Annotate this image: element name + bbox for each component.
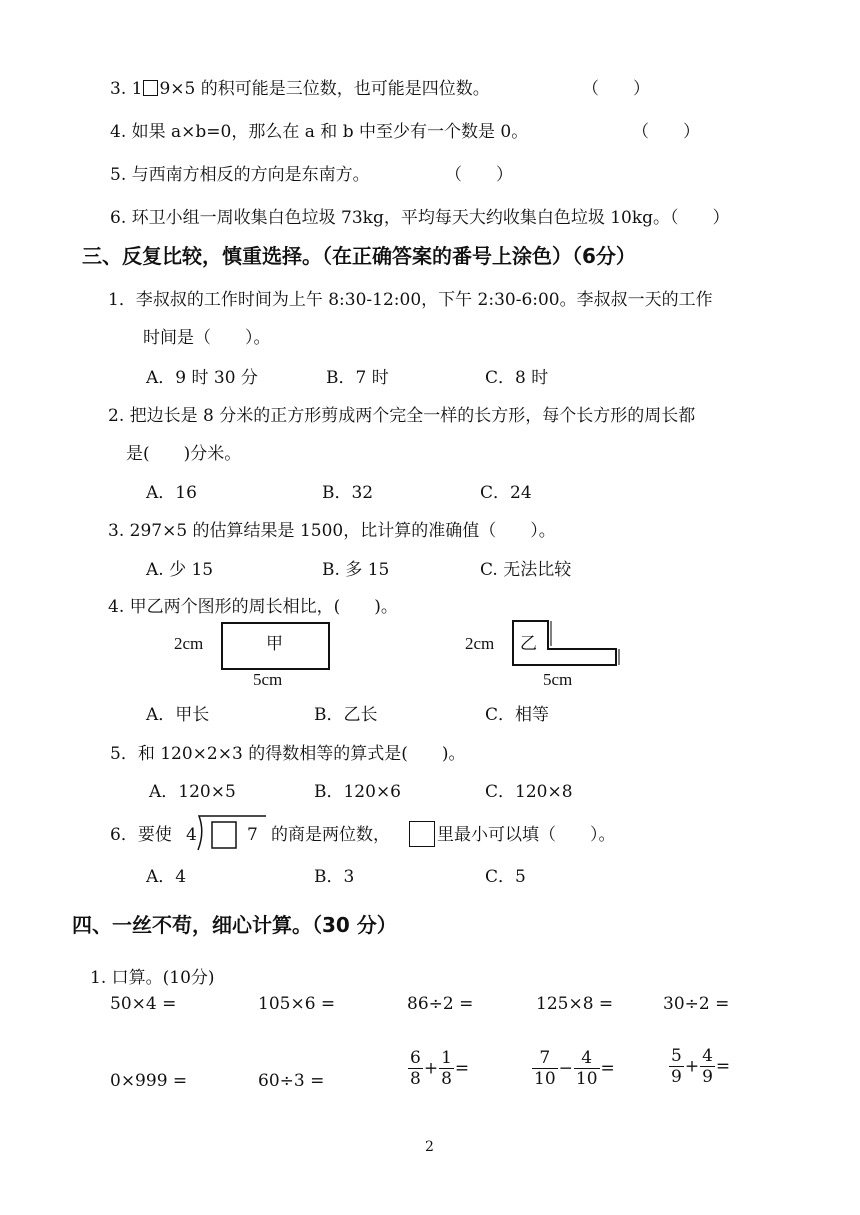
q1-option-a[interactable]: A．9 时 30 分 <box>146 368 258 388</box>
q4-option-a[interactable]: A．甲长 <box>146 705 210 725</box>
q2-line2: 是( )分米。 <box>126 444 242 464</box>
section-4-title: 四、一丝不苟，细心计算。（30 分） <box>72 913 397 937</box>
section-3-title: 三、反复比较，慎重选择。（在正确答案的番号上涂色）（6分） <box>82 244 636 268</box>
q4-option-c[interactable]: C．相等 <box>485 705 550 725</box>
q3-line1: 3. 297×5 的估算结果是 1500，比计算的准确值（ ）。 <box>108 521 556 541</box>
fraction: $\frac{4}{10}$ <box>575 1048 598 1089</box>
judge-item-3 <box>110 79 490 99</box>
q6-digit: 7 <box>247 825 258 845</box>
answer-paren: （ ） <box>582 79 650 99</box>
q6-option-b[interactable]: B．3 <box>314 867 355 887</box>
figure-b-height-label: 2cm <box>465 634 495 653</box>
fraction: $\frac{5}{9}$ <box>671 1046 682 1087</box>
fraction-expression: $\frac{5}{9}$ + $\frac{4}{9}$ = <box>671 1046 731 1087</box>
judge-item-5: 5. 与西南方相反的方向是东南方。 <box>110 165 370 185</box>
q5-option-c[interactable]: C．120×8 <box>485 782 573 802</box>
fraction: $\frac{7}{10}$ <box>534 1048 556 1089</box>
figure-a-height-label: 2cm <box>174 634 204 653</box>
figure-a-label: 甲 <box>266 634 283 654</box>
q5-line1: 5．和 120×2×3 的得数相等的算式是( )。 <box>110 744 466 764</box>
judge-item-6: 6. 环卫小组一周收集白色垃圾 73kg，平均每天大约收集白色垃圾 10kg。（ ） <box>110 208 730 228</box>
fraction-expression: $\frac{7}{10}$ − $\frac{4}{10}$ = <box>534 1048 615 1089</box>
calc-item: 105×6 = <box>258 994 336 1014</box>
q3-option-b[interactable]: B. 多 15 <box>322 560 390 580</box>
q6-post: 里最小可以填（ ）。 <box>437 825 616 845</box>
q2-option-c[interactable]: C．24 <box>480 483 532 503</box>
q2-line1: 2. 把边长是 8 分米的正方形剪成两个完全一样的长方形，每个长方形的周长都 <box>108 406 696 426</box>
calc-item: 125×8 = <box>536 994 614 1014</box>
fraction: $\frac{6}{8}$ <box>410 1048 421 1089</box>
calc-item: 30÷2 = <box>663 994 730 1014</box>
blank-box <box>143 80 158 96</box>
calc-item: 86÷2 = <box>407 994 474 1014</box>
q6-divisor: 4 <box>186 825 197 845</box>
q6-option-a[interactable]: A．4 <box>146 867 187 887</box>
q6-mid: 的商是两位数， <box>271 825 390 845</box>
q2-option-b[interactable]: B．32 <box>322 483 374 503</box>
q4-line1: 4. 甲乙两个图形的周长相比，( )。 <box>108 597 398 617</box>
q1-option-b[interactable]: B．7 时 <box>326 368 389 388</box>
figure-a-width-label: 5cm <box>253 670 283 689</box>
blank-box <box>409 821 435 847</box>
calc-item: 50×4 = <box>110 994 177 1014</box>
judge-item-3-post: 9×5 的积可能是三位数，也可能是四位数。 <box>159 79 490 99</box>
fraction-expression: $\frac{6}{8}$ + $\frac{1}{8}$ = <box>410 1048 470 1089</box>
q1-option-c[interactable]: C．8 时 <box>485 368 549 388</box>
q2-option-a[interactable]: A．16 <box>146 483 197 503</box>
answer-paren: （ ） <box>632 122 700 142</box>
answer-paren: （ ） <box>445 165 513 185</box>
judge-item-3-pre: 3. 1 <box>110 79 143 99</box>
q1-line1: 1．李叔叔的工作时间为上午 8:30-12:00，下午 2:30-6:00。李叔叔一天的工作 <box>108 290 713 310</box>
q6-pre: 6．要使 <box>110 825 172 845</box>
q5-option-a[interactable]: A．120×5 <box>149 782 236 802</box>
oral-calc-heading: 1. 口算。(10分) <box>90 968 215 988</box>
q3-option-a[interactable]: A. 少 15 <box>146 560 214 580</box>
calc-item: 60÷3 = <box>258 1071 325 1091</box>
q4-option-b[interactable]: B．乙长 <box>314 705 378 725</box>
q5-option-b[interactable]: B．120×6 <box>314 782 402 802</box>
judge-item-4: 4. 如果 a×b=0，那么在 a 和 b 中至少有一个数是 0。 <box>110 122 529 142</box>
calc-item: 0×999 = <box>110 1071 188 1091</box>
fraction: $\frac{1}{8}$ <box>441 1048 452 1089</box>
figure-b-width-label: 5cm <box>543 670 573 689</box>
page-number: 2 <box>425 1139 434 1155</box>
q1-line2: 时间是（ ）。 <box>143 328 271 348</box>
q6-option-c[interactable]: C．5 <box>485 867 526 887</box>
fraction: $\frac{4}{9}$ <box>702 1046 713 1087</box>
q3-option-c[interactable]: C. 无法比较 <box>480 560 572 580</box>
figure-b-label: 乙 <box>520 634 537 654</box>
